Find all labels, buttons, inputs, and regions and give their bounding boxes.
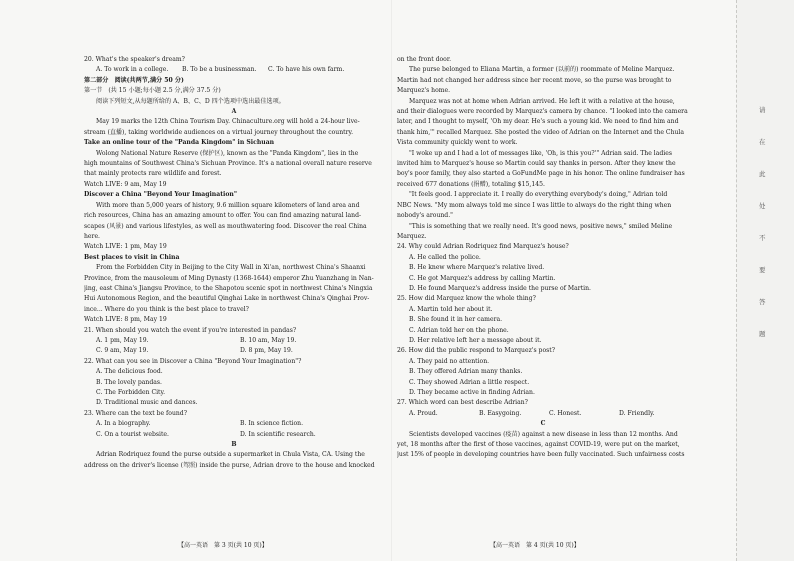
right-line: C. He got Marquez's address by calling Martin. xyxy=(409,274,556,282)
sidebar-warning-char: 要 xyxy=(759,266,766,274)
sidebar-warning-char: 请 xyxy=(759,106,766,114)
left-line xyxy=(84,419,384,429)
right-line: B. She found it in her camera. xyxy=(409,316,503,324)
sidebar-warning-char: 答 xyxy=(759,298,766,306)
binding-margin-strip xyxy=(736,0,794,561)
right-line: nobody's around." xyxy=(397,212,453,220)
right-line: yet, 18 months after the first of those vaccines, against COVID-19, were put on the market, xyxy=(397,441,680,449)
answer-option: D. Friendly. xyxy=(619,409,655,417)
left-line: 阅读下列短文,从每题所给的 A、B、C、D 四个选项中选出最佳选项。 xyxy=(96,97,285,105)
left-line: Province, from the mausoleum of Ming Dynasty (1368-1644) emperor Zhu Yuanzhang in Nan- xyxy=(84,274,374,282)
answer-option: B. To be a businessman. xyxy=(182,66,257,74)
left-line: 23. Where can the text be found? xyxy=(84,409,187,417)
answer-option: C. Honest. xyxy=(549,409,582,417)
answer-option: A. To work in a college. xyxy=(96,66,169,74)
right-line: C. Adrian told her on the phone. xyxy=(409,326,509,334)
left-line: Best places to visit in China xyxy=(84,253,180,261)
answer-option: D. In scientific research. xyxy=(240,430,316,438)
left-line: May 19 marks the 12th China Tourism Day. Chinaculture.org will hold a 24-hour live- xyxy=(96,118,360,126)
right-line: thank him,'" recalled Marquez. She posted the video of Adrian on the Internet and the Chula xyxy=(397,128,685,136)
answer-option: A. 1 pm, May 19. xyxy=(96,336,149,344)
right-line: 24. Why could Adrian Rodriquez find Marquez's house? xyxy=(397,243,569,251)
left-line: 20. What's the speaker's dream? xyxy=(84,56,185,63)
answer-option: A. Proud. xyxy=(409,409,438,417)
left-line: 21. When should you watch the event if you're interested in pandas? xyxy=(84,326,297,334)
left-line: A. The delicious food. xyxy=(96,368,163,376)
sidebar-warning-char: 不 xyxy=(759,234,766,242)
answer-option: B. 10 am, May 19. xyxy=(240,336,297,344)
right-line: on the front door. xyxy=(397,56,452,63)
left-line: 第一节 (共 15 小题;每小题 2.5 分,满分 37.5 分) xyxy=(84,87,221,95)
sidebar-warning-char: 题 xyxy=(759,330,766,338)
left-line: B. The lovely pandas. xyxy=(96,378,162,386)
right-line: B. They offered Adrian many thanks. xyxy=(409,368,523,376)
right-line: "I woke up and I had a lot of messages like, 'Oh, is this you?'" Adrian said. The ladies xyxy=(409,149,672,157)
right-line: Marquez was not at home when Adrian arrived. He left it with a relative at the house, xyxy=(409,97,675,105)
left-line: Wolong National Nature Reserve (保护区), known as the "Panda Kingdom", lies in the xyxy=(96,149,359,157)
right-line: "It feels good. I appreciate it. I really do everything everybody's doing," Adrian told xyxy=(409,191,668,199)
answer-option: A. In a biography. xyxy=(96,420,151,428)
right-line: D. He found Marquez's address inside the purse of Martin. xyxy=(409,284,591,292)
left-line: rich resources, China has an amazing amount to offer. You can find amazing natural land- xyxy=(84,212,362,220)
left-line: Hui Autonomous Region, and the beautiful Qinghai Lake in northwest China's Qinghai Prov- xyxy=(84,295,370,303)
sidebar-warning-char: 此 xyxy=(759,170,766,178)
left-line: From the Forbidden City in Beijing to the City Wall in Xi'an, northwest China's Shaanxi xyxy=(96,264,366,272)
right-line: C xyxy=(540,420,546,428)
page-fold-line xyxy=(391,0,392,561)
right-line: B. He knew where Marquez's relative lived. xyxy=(409,264,545,272)
left-line: 22. What can you see in Discover a China "Beyond Your Imagination"? xyxy=(84,357,302,365)
right-line: "This is something that we really need. It's good news, positive news," smiled Meline xyxy=(409,222,673,230)
right-line: A. Martin told her about it. xyxy=(409,305,493,313)
right-line: invited him to Marquez's house so Martin could say thanks in person. After they knew the xyxy=(397,160,676,168)
right-line: 27. Which word can best describe Adrian? xyxy=(397,399,528,407)
answer-option: C. 9 am, May 19. xyxy=(96,347,149,355)
right-line: C. They showed Adrian a little respect. xyxy=(409,378,530,386)
answer-option: D. 8 pm, May 19. xyxy=(240,347,293,355)
right-line: Martin had not changed her address since her recent move, so the purse was brought to xyxy=(397,76,672,84)
left-line: that mainly protects rare wildlife and forest. xyxy=(84,170,222,178)
left-line xyxy=(84,430,384,440)
left-line: address on the driver's license (驾照) inside the purse, Adrian drove to the house and knocked xyxy=(84,461,375,469)
right-line: Scientists developed vaccines (疫苗) against a new disease in less than 12 months. And xyxy=(409,430,678,438)
left-line xyxy=(84,65,384,75)
right-line: received 677 donations (捐赠), totaling $15,145. xyxy=(397,180,545,188)
right-line: Vista community quickly went to work. xyxy=(397,139,518,147)
right-line: A. They paid no attention. xyxy=(409,357,490,365)
left-line: Take an online tour of the "Panda Kingdom" in Sichuan xyxy=(84,139,275,147)
answer-option: C. On a tourist website. xyxy=(96,430,169,438)
left-line: here. xyxy=(84,232,100,240)
answer-option: B. In science fiction. xyxy=(240,420,304,428)
left-line: Watch LIVE: 1 pm, May 19 xyxy=(84,243,167,251)
sidebar-warning-char: 处 xyxy=(759,202,766,210)
left-line: 第二部分 阅读(共两节,满分 50 分) xyxy=(84,76,184,84)
right-line: and their dialogues were recorded by Marquez's camera by chance. "I looked into the camera xyxy=(397,108,688,116)
answer-option: B. Easygoing. xyxy=(479,409,522,417)
left-line: C. The Forbidden City. xyxy=(96,389,166,396)
left-line: D. Traditional music and dances. xyxy=(96,399,198,407)
right-line xyxy=(397,409,689,419)
left-line: stream (直播), taking worldwide audiences on a virtual journey throughout the country. xyxy=(84,128,354,136)
right-line: later, and I thought to myself, 'Oh my dear. He's such a young kid. We need to find him and xyxy=(397,118,679,126)
left-line xyxy=(84,336,384,346)
left-line: Watch LIVE: 8 pm, May 19 xyxy=(84,316,167,324)
left-line xyxy=(84,346,384,356)
right-line: Marquez. xyxy=(397,232,427,240)
right-line: just 15% of people in developing countries have been fully vaccinated. Such unfairness costs xyxy=(397,451,685,459)
left-line: Discover a China "Beyond Your Imagination" xyxy=(84,191,237,199)
left-line: Adrian Rodriquez found the purse outside a supermarket in Chula Vista, CA. Using the xyxy=(96,451,365,459)
right-line: Marquez's home. xyxy=(397,87,451,95)
left-page-column xyxy=(84,55,384,471)
left-line: scapes (风景) and various lifestyles, as well as mouthwatering food. Discover the real China xyxy=(84,222,367,230)
right-line: D. They became active in finding Adrian. xyxy=(409,389,535,396)
sidebar-warning-char: 在 xyxy=(759,138,766,146)
right-line: NBC News. "My mom always told me since I was little to always do the right thing when xyxy=(397,201,672,209)
right-line: A. He called the police. xyxy=(409,253,481,261)
right-page-column xyxy=(397,55,689,461)
left-line: jing, east China's Jiangsu Province, to the Shapotou scenic spot in northwest China's Ningxia xyxy=(84,284,373,292)
right-line: The purse belonged to Eliana Martin, a former (以前的) roommate of Meline Marquez. xyxy=(409,66,675,74)
left-line: ince... Where do you think is the best place to travel? xyxy=(84,305,249,313)
left-line: B xyxy=(231,441,237,449)
right-line: 26. How did the public respond to Marquez's post? xyxy=(397,347,555,355)
answer-option: C. To have his own farm. xyxy=(268,66,345,74)
right-line: 25. How did Marquez know the whole thing? xyxy=(397,295,536,303)
right-line: D. Her relative left her a message about it. xyxy=(409,336,542,344)
left-line: A xyxy=(231,108,237,116)
left-line: high mountains of Southwest China's Sichuan Province. It's a national overall nature reserve xyxy=(84,160,372,168)
left-line: With more than 5,000 years of history, 9.6 million square kilometers of land area and xyxy=(96,201,360,209)
right-page-footer: 【高一英语 第 4 页(共 10 页)】 xyxy=(490,542,580,549)
left-page-footer: 【高一英语 第 3 页(共 10 页)】 xyxy=(178,542,268,549)
right-line: boy's poor family, they also started a GoFundMe page in his honor. The online fundraiser has xyxy=(397,170,685,178)
left-line: Watch LIVE: 9 am, May 19 xyxy=(84,180,167,188)
